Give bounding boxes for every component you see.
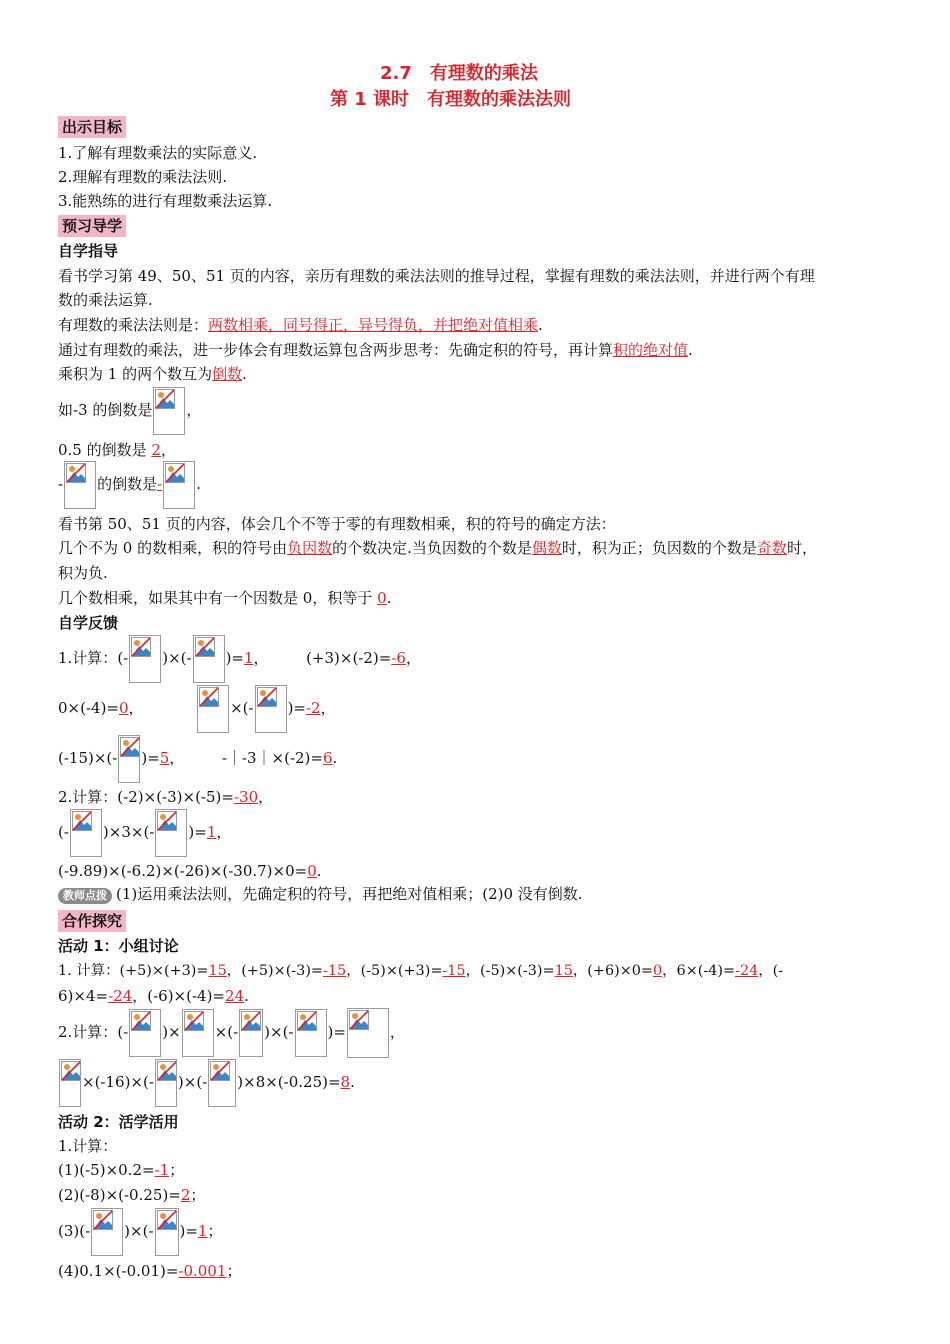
fraction-image-icon	[118, 735, 140, 783]
a1-l2-text-b: ，(-6)×(-4)=	[132, 987, 226, 1005]
a1-text-5: ，(+6)×0=	[572, 963, 653, 979]
sign-rule-line-2: 积为负.	[58, 564, 108, 582]
a1-l2-text-c: .	[244, 987, 249, 1005]
activity2-item-4: (4)0.1×(-0.01)=-0.001；	[58, 1262, 242, 1280]
fraction-image-icon	[197, 685, 229, 733]
feedback-q2-line3: (-9.89)×(-6.2)×(-26)×(-30.7)×0=0.	[58, 862, 322, 880]
a1-q2b-tail: ×8×(-0.25)=	[243, 1073, 341, 1091]
sign-rule-text-b: 的个数决定.当负因数的个数是	[332, 539, 532, 557]
a1-answer-6: -24	[735, 963, 759, 979]
reciprocal-example-2	[58, 440, 176, 460]
sign-rule-text-d: 时，	[786, 539, 817, 557]
activity2-item-3: (3)(- )×(- )=1；	[58, 1207, 223, 1256]
q2b-answer: 1	[206, 823, 217, 841]
fraction-image-icon	[208, 1059, 236, 1107]
fraction-image-icon	[155, 1208, 179, 1256]
activity1-q2-line2: ×(-16)×(- )×(- )×8×(-0.25)=8.	[58, 1058, 355, 1107]
q1e-text: (-15)×(-	[58, 749, 118, 767]
fraction-image-icon	[347, 1008, 389, 1058]
fraction-image-icon	[295, 1009, 327, 1057]
rule-suffix: .	[538, 316, 543, 334]
reciprocal-prefix: 乘积为 1 的两个数互为	[58, 365, 213, 383]
guide-heading: 自学指导	[58, 242, 119, 260]
fraction-image-icon	[182, 1009, 214, 1057]
q2-text: 2.计算：(-2)×(-3)×(-5)=	[58, 788, 234, 806]
reciprocal-line	[58, 364, 247, 384]
zero-rule-suffix: .	[386, 589, 392, 607]
reciprocal-suffix: .	[242, 365, 247, 383]
reciprocal-example-1	[58, 386, 201, 435]
fraction-image-icon	[64, 461, 96, 509]
activity2-heading: 活动 2：活学活用	[58, 1113, 179, 1131]
sign-rule-text-c: 时，积为正；负因数的个数是	[561, 539, 757, 557]
reciprocal-answer: 倒数	[212, 365, 243, 383]
guide-para-2: 看书第 50、51 页的内容，体会几个不等于零的有理数相乘，积的符号的确定方法：	[58, 515, 616, 533]
q1b-text: (+3)×(-2)=	[306, 649, 392, 667]
ex2-answer: 2	[151, 441, 161, 459]
activity1-q2-line1: 2.计算：(- )× ×(- )×(- )= ，	[58, 1008, 405, 1058]
a1-answer-2: -15	[323, 963, 347, 979]
sign-rule-answer-2: 偶数	[531, 539, 562, 557]
q1e-answer: 5	[159, 749, 170, 767]
activity2-question: 1.计算：	[58, 1137, 118, 1155]
section-preview-tag: 预习导学	[58, 215, 126, 237]
q1f-text: -｜-3｜×(-2)=	[221, 749, 323, 767]
zero-rule-line	[58, 588, 391, 608]
feedback-q1-line2: 0×(-4)=0， ×(- )=-2，	[58, 684, 336, 733]
a1-l2-answer-1: -24	[108, 987, 133, 1005]
fraction-image-icon	[91, 1208, 123, 1256]
a1-answer-5: 0	[653, 963, 663, 979]
a1-answer-3: -15	[442, 963, 466, 979]
feedback-q2-line1: 2.计算：(-2)×(-3)×(-5)=-30，	[58, 788, 274, 806]
fraction-image-icon	[153, 387, 185, 435]
ex3-prefix: -	[58, 475, 64, 493]
fraction-image-icon	[59, 1059, 81, 1107]
q1c-text: 0×(-4)=	[58, 699, 119, 717]
feedback-q1-line1: 1.计算：(- )×(- )=1， (+3)×(-2)=-6，	[58, 634, 421, 683]
feedback-q1-line3: (-15)×(- )=5， -｜-3｜×(-2)=6.	[58, 734, 337, 783]
fraction-image-icon	[155, 1059, 177, 1107]
rule-answer: 两数相乘，同号得正，异号得负，并把绝对值相乘	[208, 316, 539, 334]
rule-prefix: 有理数的乘法法则是：	[58, 316, 209, 334]
q1f-answer: 6	[322, 749, 333, 767]
ex3-answer: -	[157, 475, 163, 493]
a1-text-4: ，(-5)×(-3)=	[465, 963, 555, 979]
a2-i3-text: (3)(-	[58, 1222, 91, 1240]
q2c-answer: 0	[307, 862, 317, 880]
ex2-prefix: 0.5 的倒数是	[58, 441, 152, 459]
guide-para-1b: 数的乘法运算.	[58, 291, 153, 309]
a1-answer-1: 15	[208, 963, 227, 979]
ex1-suffix: ，	[186, 401, 202, 419]
q1d-answer: -2	[305, 699, 321, 717]
q2-answer: -30	[233, 788, 259, 806]
a2-i2-answer: 2	[180, 1186, 191, 1204]
steps-answer: 积的绝对值	[613, 341, 689, 359]
a1-text-3: ，(-5)×(+3)=	[346, 963, 443, 979]
sign-rule-line	[58, 538, 817, 558]
teacher-tip-badge: 教师点拨	[58, 888, 112, 904]
teacher-tip-text: (1)运用乘法法则，先确定积的符号，再把绝对值相乘；(2)0 没有倒数.	[116, 885, 583, 903]
section-coop-tag: 合作探究	[58, 910, 126, 932]
sign-rule-answer-3: 奇数	[756, 539, 787, 557]
steps-line	[58, 340, 693, 360]
fraction-image-icon	[70, 809, 102, 857]
fraction-image-icon	[155, 809, 187, 857]
ex2-suffix: ，	[160, 441, 176, 459]
activity1-heading: 活动 1：小组讨论	[58, 937, 179, 955]
goal-item-1: 1.了解有理数乘法的实际意义.	[58, 144, 258, 162]
page-subtitle: 第 1 课时 有理数的乘法法则	[330, 89, 572, 110]
a1-text-1: 1. 计算：(+5)×(+3)=	[58, 963, 209, 979]
q2c-text: (-9.89)×(-6.2)×(-26)×(-30.7)×0=	[58, 862, 308, 880]
ex3-suffix: .	[196, 475, 201, 493]
q1-label: 1.计算：	[58, 649, 118, 667]
a1-text-7: ，(-	[758, 963, 784, 979]
goal-item-3: 3.能熟练的进行有理数乘法运算.	[58, 192, 273, 210]
fraction-image-icon	[129, 1009, 161, 1057]
steps-suffix: .	[688, 341, 693, 359]
fraction-image-icon	[163, 461, 195, 509]
goal-item-2: 2.理解有理数的乘法法则.	[58, 168, 228, 186]
guide-para-1a: 看书学习第 49、50、51 页的内容，亲历有理数的乘法法则的推导过程，掌握有理数的乘法法则，并进行两个有理	[58, 267, 815, 285]
a1-text-2: ，(+5)×(-3)=	[226, 963, 323, 979]
sign-rule-text-a: 几个不为 0 的数相乘，积的符号由	[58, 539, 288, 557]
activity2-item-1: (1)(-5)×0.2=-1；	[58, 1161, 185, 1179]
a1-answer-4: 15	[554, 963, 573, 979]
fraction-image-icon	[193, 635, 225, 683]
rule-line	[58, 315, 543, 335]
a1-q2-label: 2.计算：	[58, 1023, 118, 1041]
sign-rule-answer-1: 负因数	[287, 539, 333, 557]
reciprocal-example-3	[58, 460, 201, 509]
a1-text-6: ，6×(-4)=	[662, 963, 736, 979]
zero-rule-answer: 0	[377, 589, 387, 607]
q1c-answer: 0	[119, 699, 129, 717]
page-title: 2.7 有理数的乘法	[380, 63, 538, 84]
q1a-answer: 1	[244, 649, 254, 667]
a1-q2b-text: ×(-16)×(-	[82, 1073, 154, 1091]
activity1-q1-line1	[58, 961, 783, 981]
q1b-answer: -6	[391, 649, 406, 667]
fraction-image-icon	[239, 1009, 263, 1057]
a2-i1-text: (1)(-5)×0.2=	[58, 1161, 155, 1179]
feedback-q2-line2: (- )×3×(- )=1，	[58, 808, 231, 857]
ex1-prefix: 如-3 的倒数是	[58, 401, 153, 419]
a1-l2-answer-2: 24	[225, 987, 245, 1005]
a2-i4-answer: -0.001	[178, 1262, 227, 1280]
section-goals-tag: 出示目标	[58, 116, 126, 138]
q2b-text: ×3×(-	[108, 823, 155, 841]
feedback-heading: 自学反馈	[58, 614, 119, 632]
a2-i3-answer: 1	[197, 1222, 208, 1240]
activity2-item-2: (2)(-8)×(-0.25)=2；	[58, 1186, 206, 1204]
ex3-middle: 的倒数是	[97, 475, 158, 493]
a2-i4-text: (4)0.1×(-0.01)=	[58, 1262, 179, 1280]
teacher-tip-line	[58, 884, 583, 904]
fraction-image-icon	[255, 685, 287, 733]
zero-rule-text: 几个数相乘，如果其中有一个因数是 0，积等于	[58, 589, 378, 607]
a1-q2b-answer: 8	[340, 1073, 351, 1091]
a1-l2-text-a: 6)×4=	[58, 987, 109, 1005]
a2-i1-answer: -1	[154, 1161, 170, 1179]
fraction-image-icon	[129, 635, 161, 683]
activity1-q1-line2	[58, 986, 249, 1006]
steps-prefix: 通过有理数的乘法，进一步体会有理数运算包含两步思考：先确定积的符号，再计算	[58, 341, 614, 359]
a2-i2-text: (2)(-8)×(-0.25)=	[58, 1186, 181, 1204]
